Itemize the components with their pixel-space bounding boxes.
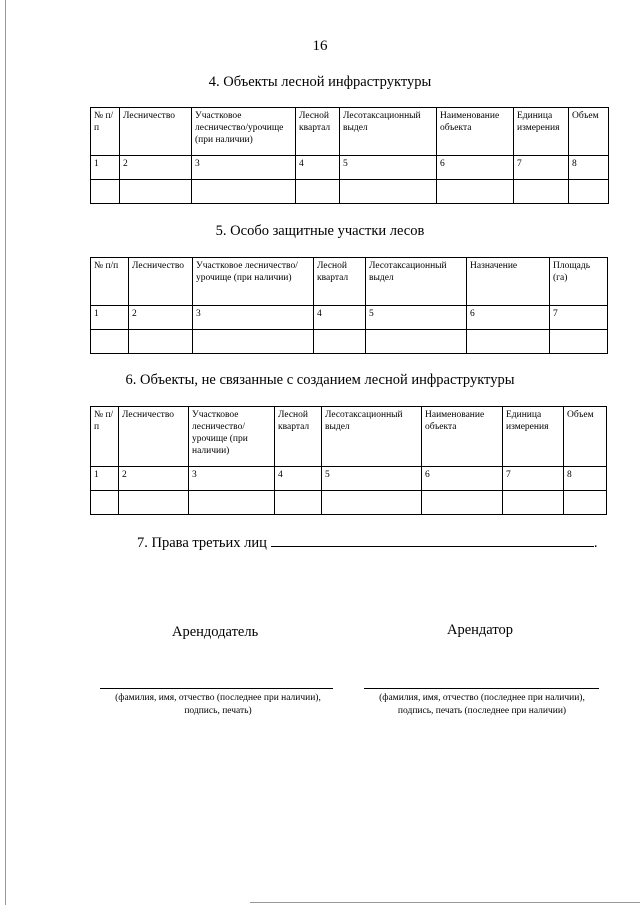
empty-cell[interactable] (91, 491, 119, 515)
lessor-signature-line[interactable] (100, 688, 333, 689)
header-cell: Лесной квартал (275, 407, 322, 467)
empty-cell[interactable] (550, 330, 608, 354)
empty-cell[interactable] (322, 491, 422, 515)
number-cell: 6 (422, 467, 503, 491)
empty-cell[interactable] (564, 491, 607, 515)
third-party-rights (137, 534, 607, 552)
number-cell: 5 (340, 156, 437, 180)
lessee-signature-caption: (фамилия, имя, отчество (последнее при наличии), подпись, печать (последнее при наличии) (379, 693, 585, 716)
empty-cell[interactable] (120, 180, 192, 204)
section-6-table (90, 406, 607, 515)
empty-cell[interactable] (437, 180, 514, 204)
header-cell: Лесничество (120, 108, 192, 156)
number-cell: 3 (189, 467, 275, 491)
number-cell: 3 (192, 156, 296, 180)
lessee-signature-line[interactable] (364, 688, 599, 689)
section-6-title: 6. Объекты, не связанные с созданием лесной инфраструктуры (125, 372, 515, 388)
header-cell: Лесной квартал (296, 108, 340, 156)
table-empty-row[interactable] (91, 180, 609, 204)
table-number-row (91, 306, 608, 330)
number-cell: 5 (366, 306, 467, 330)
empty-cell[interactable] (467, 330, 550, 354)
header-cell: Лесничество (129, 258, 193, 306)
header-cell: Площадь (га) (550, 258, 608, 306)
header-cell: Участковое лесничество/урочище (при наличии) (192, 108, 296, 156)
number-cell: 2 (120, 156, 192, 180)
section-5-table (90, 257, 608, 354)
header-cell: Участковое лесничество/урочище (при наличии) (193, 258, 314, 306)
lessee-title: Арендатор (447, 622, 514, 638)
number-cell: 4 (314, 306, 366, 330)
header-cell: Объем (569, 108, 609, 156)
number-cell: 2 (129, 306, 193, 330)
header-cell: Лесотаксационный выдел (366, 258, 467, 306)
table-number-row (91, 467, 607, 491)
number-cell: 6 (467, 306, 550, 330)
section-4-title: 4. Объекты лесной инфраструктуры (208, 74, 432, 90)
empty-cell[interactable] (366, 330, 467, 354)
table-header-row (91, 108, 609, 156)
header-cell: Лесотаксационный выдел (322, 407, 422, 467)
empty-cell[interactable] (129, 330, 193, 354)
header-cell: № п/п (91, 108, 120, 156)
number-cell: 6 (437, 156, 514, 180)
number-cell: 4 (296, 156, 340, 180)
number-cell: 1 (91, 306, 129, 330)
empty-cell[interactable] (514, 180, 569, 204)
empty-cell[interactable] (193, 330, 314, 354)
third-party-rights-label: 7. Права третьих лиц (137, 535, 267, 551)
empty-cell[interactable] (340, 180, 437, 204)
empty-cell[interactable] (314, 330, 366, 354)
empty-cell[interactable] (189, 491, 275, 515)
header-cell: Лесничество (119, 407, 189, 467)
header-cell: Объем (564, 407, 607, 467)
third-party-rights-period: . (593, 535, 598, 551)
page-number: 16 (312, 38, 328, 54)
number-cell: 1 (91, 156, 120, 180)
lessor-title: Арендодатель (172, 624, 259, 640)
empty-cell[interactable] (91, 330, 129, 354)
empty-cell[interactable] (296, 180, 340, 204)
number-cell: 7 (514, 156, 569, 180)
header-cell: № п/п (91, 258, 129, 306)
number-cell: 4 (275, 467, 322, 491)
empty-cell[interactable] (569, 180, 609, 204)
header-cell: Единица измерения (514, 108, 569, 156)
table-empty-row[interactable] (91, 330, 608, 354)
empty-cell[interactable] (422, 491, 503, 515)
number-cell: 3 (193, 306, 314, 330)
table-number-row (91, 156, 609, 180)
page-bottom-edge (250, 902, 640, 903)
number-cell: 2 (119, 467, 189, 491)
empty-cell[interactable] (503, 491, 564, 515)
header-cell: Единица измерения (503, 407, 564, 467)
header-cell: Участковое лесничество/ урочище (при наличии) (189, 407, 275, 467)
section-4-table (90, 107, 609, 204)
number-cell: 7 (503, 467, 564, 491)
third-party-rights-blank[interactable] (271, 534, 594, 547)
number-cell: 8 (569, 156, 609, 180)
table-header-row (91, 407, 607, 467)
number-cell: 1 (91, 467, 119, 491)
number-cell: 8 (564, 467, 607, 491)
header-cell: № п/п (91, 407, 119, 467)
page-left-edge (5, 0, 6, 905)
table-header-row (91, 258, 608, 306)
lessor-signature-caption: (фамилия, имя, отчество (последнее при наличии), подпись, печать) (115, 693, 321, 716)
empty-cell[interactable] (192, 180, 296, 204)
table-empty-row[interactable] (91, 491, 607, 515)
header-cell: Наименование объекта (422, 407, 503, 467)
number-cell: 7 (550, 306, 608, 330)
header-cell: Лесной квартал (314, 258, 366, 306)
header-cell: Наименование объекта (437, 108, 514, 156)
empty-cell[interactable] (91, 180, 120, 204)
empty-cell[interactable] (275, 491, 322, 515)
header-cell: Назначение (467, 258, 550, 306)
empty-cell[interactable] (119, 491, 189, 515)
number-cell: 5 (322, 467, 422, 491)
section-5-title: 5. Особо защитные участки лесов (215, 223, 425, 239)
header-cell: Лесотаксационный выдел (340, 108, 437, 156)
